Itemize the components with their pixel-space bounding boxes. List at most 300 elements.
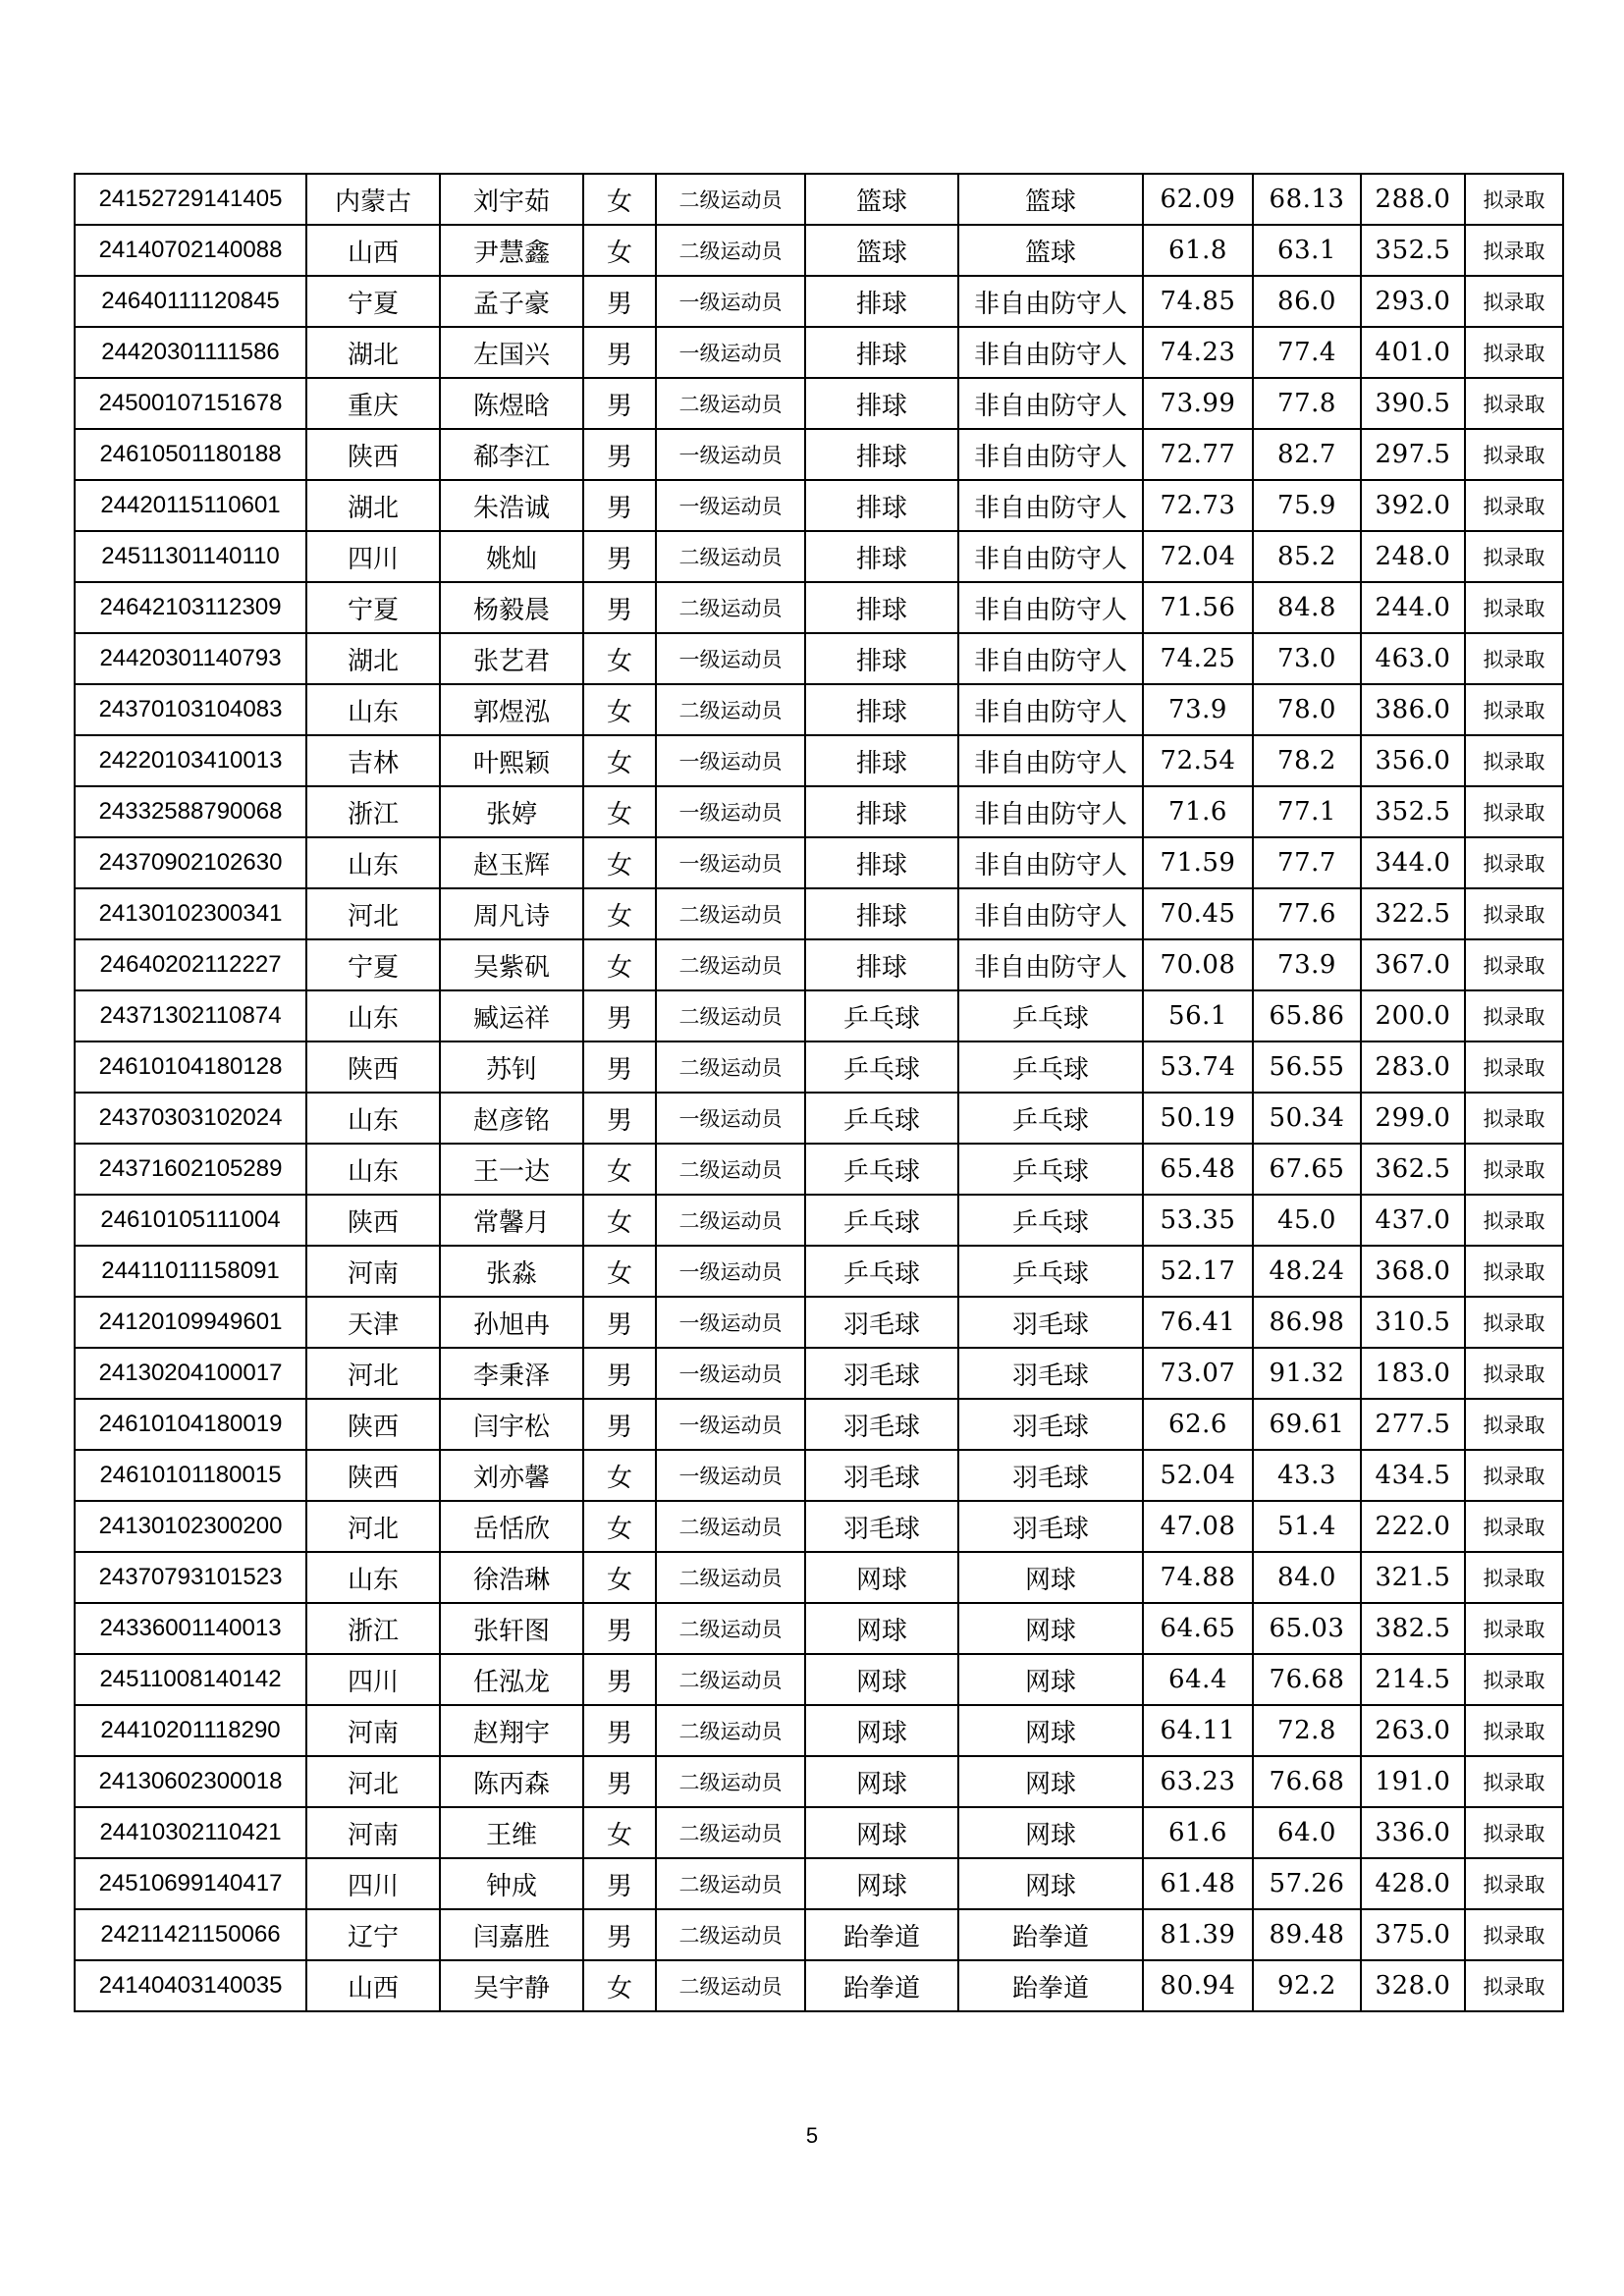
table-row [75, 1501, 1563, 1552]
culture-score-cell: 390.5 [1361, 378, 1465, 429]
position-cell: 羽毛球 [958, 1297, 1143, 1348]
gender-cell: 女 [583, 225, 656, 276]
comprehensive-score-cell: 63.23 [1143, 1756, 1253, 1807]
comprehensive-score-cell: 61.48 [1143, 1858, 1253, 1909]
position-cell: 非自由防守人 [958, 633, 1143, 684]
position-cell: 跆拳道 [958, 1909, 1143, 1960]
comprehensive-score-cell: 72.04 [1143, 531, 1253, 582]
table-row [75, 276, 1563, 327]
province-cell: 湖北 [306, 327, 440, 378]
table-row [75, 582, 1563, 633]
position-cell: 篮球 [958, 225, 1143, 276]
admission-status-cell: 拟录取 [1465, 1654, 1563, 1705]
name-cell: 刘宇茹 [440, 174, 583, 225]
culture-score-cell: 283.0 [1361, 1041, 1465, 1093]
special-score-cell: 73.0 [1253, 633, 1361, 684]
admission-status-cell: 拟录取 [1465, 1909, 1563, 1960]
province-cell: 内蒙古 [306, 174, 440, 225]
comprehensive-score-cell: 52.17 [1143, 1246, 1253, 1297]
table-row [75, 1297, 1563, 1348]
name-cell: 刘亦馨 [440, 1450, 583, 1501]
special-score-cell: 84.0 [1253, 1552, 1361, 1603]
admission-status-cell: 拟录取 [1465, 1960, 1563, 2011]
admission-status-cell: 拟录取 [1465, 531, 1563, 582]
sport-cell: 网球 [805, 1552, 958, 1603]
athlete-level-cell: 二级运动员 [656, 1858, 805, 1909]
comprehensive-score-cell: 74.88 [1143, 1552, 1253, 1603]
exam-number-cell: 24332588790068 [75, 786, 306, 837]
comprehensive-score-cell: 64.65 [1143, 1603, 1253, 1654]
sport-cell: 排球 [805, 735, 958, 786]
table-row [75, 939, 1563, 990]
culture-score-cell: 392.0 [1361, 480, 1465, 531]
special-score-cell: 75.9 [1253, 480, 1361, 531]
name-cell: 朱浩诚 [440, 480, 583, 531]
special-score-cell: 56.55 [1253, 1041, 1361, 1093]
culture-score-cell: 321.5 [1361, 1552, 1465, 1603]
name-cell: 孟子豪 [440, 276, 583, 327]
gender-cell: 女 [583, 1195, 656, 1246]
table-row [75, 1195, 1563, 1246]
athlete-level-cell: 二级运动员 [656, 990, 805, 1041]
culture-score-cell: 222.0 [1361, 1501, 1465, 1552]
table-row [75, 1960, 1563, 2011]
table-row [75, 480, 1563, 531]
position-cell: 非自由防守人 [958, 786, 1143, 837]
athlete-level-cell: 二级运动员 [656, 378, 805, 429]
exam-number-cell: 24410201118290 [75, 1705, 306, 1756]
special-score-cell: 73.9 [1253, 939, 1361, 990]
comprehensive-score-cell: 62.09 [1143, 174, 1253, 225]
table-row [75, 1654, 1563, 1705]
comprehensive-score-cell: 53.74 [1143, 1041, 1253, 1093]
admission-status-cell: 拟录取 [1465, 429, 1563, 480]
sport-cell: 羽毛球 [805, 1501, 958, 1552]
name-cell: 岳恬欣 [440, 1501, 583, 1552]
name-cell: 吴宇静 [440, 1960, 583, 2011]
special-score-cell: 84.8 [1253, 582, 1361, 633]
table-body [75, 174, 1563, 2011]
special-score-cell: 77.4 [1253, 327, 1361, 378]
admission-status-cell: 拟录取 [1465, 1756, 1563, 1807]
name-cell: 李秉泽 [440, 1348, 583, 1399]
gender-cell: 男 [583, 1909, 656, 1960]
gender-cell: 女 [583, 1501, 656, 1552]
exam-number-cell: 24420301111586 [75, 327, 306, 378]
culture-score-cell: 310.5 [1361, 1297, 1465, 1348]
sport-cell: 排球 [805, 633, 958, 684]
special-score-cell: 65.03 [1253, 1603, 1361, 1654]
province-cell: 天津 [306, 1297, 440, 1348]
position-cell: 非自由防守人 [958, 888, 1143, 939]
athlete-level-cell: 二级运动员 [656, 1195, 805, 1246]
exam-number-cell: 24220103410013 [75, 735, 306, 786]
admission-status-cell: 拟录取 [1465, 1041, 1563, 1093]
position-cell: 网球 [958, 1807, 1143, 1858]
culture-score-cell: 277.5 [1361, 1399, 1465, 1450]
sport-cell: 排球 [805, 327, 958, 378]
sport-cell: 网球 [805, 1807, 958, 1858]
position-cell: 羽毛球 [958, 1450, 1143, 1501]
province-cell: 四川 [306, 1654, 440, 1705]
position-cell: 网球 [958, 1654, 1143, 1705]
province-cell: 四川 [306, 1858, 440, 1909]
name-cell: 任泓龙 [440, 1654, 583, 1705]
position-cell: 非自由防守人 [958, 684, 1143, 735]
position-cell: 网球 [958, 1705, 1143, 1756]
province-cell: 重庆 [306, 378, 440, 429]
name-cell: 赵翔宇 [440, 1705, 583, 1756]
sport-cell: 乒乓球 [805, 1041, 958, 1093]
province-cell: 河北 [306, 888, 440, 939]
position-cell: 非自由防守人 [958, 531, 1143, 582]
exam-number-cell: 24510699140417 [75, 1858, 306, 1909]
exam-number-cell: 24140702140088 [75, 225, 306, 276]
position-cell: 羽毛球 [958, 1501, 1143, 1552]
province-cell: 山东 [306, 1552, 440, 1603]
table-row [75, 429, 1563, 480]
sport-cell: 网球 [805, 1654, 958, 1705]
gender-cell: 女 [583, 1450, 656, 1501]
admission-status-cell: 拟录取 [1465, 1246, 1563, 1297]
gender-cell: 女 [583, 888, 656, 939]
culture-score-cell: 299.0 [1361, 1093, 1465, 1144]
special-score-cell: 76.68 [1253, 1654, 1361, 1705]
gender-cell: 男 [583, 1654, 656, 1705]
gender-cell: 女 [583, 939, 656, 990]
exam-number-cell: 24610501180188 [75, 429, 306, 480]
position-cell: 非自由防守人 [958, 276, 1143, 327]
sport-cell: 羽毛球 [805, 1399, 958, 1450]
culture-score-cell: 344.0 [1361, 837, 1465, 888]
comprehensive-score-cell: 50.19 [1143, 1093, 1253, 1144]
name-cell: 姚灿 [440, 531, 583, 582]
comprehensive-score-cell: 64.11 [1143, 1705, 1253, 1756]
comprehensive-score-cell: 71.6 [1143, 786, 1253, 837]
exam-number-cell: 24610104180128 [75, 1041, 306, 1093]
special-score-cell: 77.8 [1253, 378, 1361, 429]
sport-cell: 乒乓球 [805, 1144, 958, 1195]
gender-cell: 男 [583, 582, 656, 633]
table-row [75, 1858, 1563, 1909]
position-cell: 非自由防守人 [958, 837, 1143, 888]
comprehensive-score-cell: 81.39 [1143, 1909, 1253, 1960]
position-cell: 网球 [958, 1756, 1143, 1807]
position-cell: 非自由防守人 [958, 429, 1143, 480]
sport-cell: 网球 [805, 1756, 958, 1807]
culture-score-cell: 200.0 [1361, 990, 1465, 1041]
name-cell: 张艺君 [440, 633, 583, 684]
sport-cell: 羽毛球 [805, 1450, 958, 1501]
province-cell: 河北 [306, 1348, 440, 1399]
admission-status-cell: 拟录取 [1465, 378, 1563, 429]
name-cell: 钟成 [440, 1858, 583, 1909]
gender-cell: 男 [583, 429, 656, 480]
province-cell: 陕西 [306, 429, 440, 480]
comprehensive-score-cell: 74.85 [1143, 276, 1253, 327]
table-row [75, 837, 1563, 888]
name-cell: 郗李江 [440, 429, 583, 480]
exam-number-cell: 24640202112227 [75, 939, 306, 990]
province-cell: 山东 [306, 990, 440, 1041]
special-score-cell: 43.3 [1253, 1450, 1361, 1501]
gender-cell: 女 [583, 1246, 656, 1297]
province-cell: 陕西 [306, 1399, 440, 1450]
gender-cell: 男 [583, 1603, 656, 1654]
special-score-cell: 91.32 [1253, 1348, 1361, 1399]
sport-cell: 排球 [805, 939, 958, 990]
sport-cell: 篮球 [805, 174, 958, 225]
name-cell: 郭煜泓 [440, 684, 583, 735]
culture-score-cell: 434.5 [1361, 1450, 1465, 1501]
special-score-cell: 65.86 [1253, 990, 1361, 1041]
gender-cell: 女 [583, 1144, 656, 1195]
comprehensive-score-cell: 47.08 [1143, 1501, 1253, 1552]
name-cell: 陈煜晗 [440, 378, 583, 429]
gender-cell: 男 [583, 327, 656, 378]
exam-number-cell: 24642103112309 [75, 582, 306, 633]
comprehensive-score-cell: 64.4 [1143, 1654, 1253, 1705]
special-score-cell: 77.7 [1253, 837, 1361, 888]
comprehensive-score-cell: 72.77 [1143, 429, 1253, 480]
province-cell: 山西 [306, 225, 440, 276]
gender-cell: 女 [583, 1552, 656, 1603]
name-cell: 徐浩琳 [440, 1552, 583, 1603]
culture-score-cell: 328.0 [1361, 1960, 1465, 2011]
sport-cell: 排球 [805, 837, 958, 888]
special-score-cell: 86.0 [1253, 276, 1361, 327]
province-cell: 河南 [306, 1705, 440, 1756]
sport-cell: 篮球 [805, 225, 958, 276]
table-row [75, 225, 1563, 276]
sport-cell: 网球 [805, 1705, 958, 1756]
admission-table [74, 173, 1564, 2012]
table-row [75, 1399, 1563, 1450]
name-cell: 周凡诗 [440, 888, 583, 939]
special-score-cell: 64.0 [1253, 1807, 1361, 1858]
athlete-level-cell: 二级运动员 [656, 1807, 805, 1858]
position-cell: 非自由防守人 [958, 378, 1143, 429]
culture-score-cell: 437.0 [1361, 1195, 1465, 1246]
name-cell: 张淼 [440, 1246, 583, 1297]
name-cell: 王维 [440, 1807, 583, 1858]
comprehensive-score-cell: 61.8 [1143, 225, 1253, 276]
athlete-level-cell: 二级运动员 [656, 1960, 805, 2011]
special-score-cell: 67.65 [1253, 1144, 1361, 1195]
comprehensive-score-cell: 56.1 [1143, 990, 1253, 1041]
gender-cell: 女 [583, 633, 656, 684]
sport-cell: 乒乓球 [805, 1195, 958, 1246]
admission-status-cell: 拟录取 [1465, 1144, 1563, 1195]
athlete-level-cell: 二级运动员 [656, 1041, 805, 1093]
athlete-level-cell: 二级运动员 [656, 1501, 805, 1552]
athlete-level-cell: 一级运动员 [656, 1348, 805, 1399]
position-cell: 非自由防守人 [958, 582, 1143, 633]
special-score-cell: 48.24 [1253, 1246, 1361, 1297]
gender-cell: 男 [583, 990, 656, 1041]
athlete-level-cell: 一级运动员 [656, 1450, 805, 1501]
table-row [75, 531, 1563, 582]
athlete-level-cell: 二级运动员 [656, 1552, 805, 1603]
comprehensive-score-cell: 72.73 [1143, 480, 1253, 531]
athlete-level-cell: 一级运动员 [656, 837, 805, 888]
name-cell: 闫嘉胜 [440, 1909, 583, 1960]
athlete-level-cell: 一级运动员 [656, 276, 805, 327]
table-row [75, 786, 1563, 837]
exam-number-cell: 24371602105289 [75, 1144, 306, 1195]
province-cell: 四川 [306, 531, 440, 582]
admission-status-cell: 拟录取 [1465, 888, 1563, 939]
admission-status-cell: 拟录取 [1465, 1093, 1563, 1144]
position-cell: 网球 [958, 1552, 1143, 1603]
sport-cell: 羽毛球 [805, 1348, 958, 1399]
table-row [75, 174, 1563, 225]
exam-number-cell: 24130102300200 [75, 1501, 306, 1552]
admission-status-cell: 拟录取 [1465, 225, 1563, 276]
province-cell: 陕西 [306, 1450, 440, 1501]
table-row [75, 1756, 1563, 1807]
admission-status-cell: 拟录取 [1465, 1858, 1563, 1909]
table-row [75, 1348, 1563, 1399]
sport-cell: 排球 [805, 888, 958, 939]
position-cell: 网球 [958, 1858, 1143, 1909]
table-row [75, 1705, 1563, 1756]
exam-number-cell: 24130602300018 [75, 1756, 306, 1807]
athlete-level-cell: 一级运动员 [656, 1399, 805, 1450]
athlete-level-cell: 二级运动员 [656, 582, 805, 633]
athlete-level-cell: 一级运动员 [656, 1297, 805, 1348]
sport-cell: 排球 [805, 480, 958, 531]
admission-status-cell: 拟录取 [1465, 582, 1563, 633]
culture-score-cell: 288.0 [1361, 174, 1465, 225]
admission-status-cell: 拟录取 [1465, 684, 1563, 735]
name-cell: 臧运祥 [440, 990, 583, 1041]
exam-number-cell: 24500107151678 [75, 378, 306, 429]
admission-status-cell: 拟录取 [1465, 1603, 1563, 1654]
gender-cell: 女 [583, 174, 656, 225]
special-score-cell: 77.1 [1253, 786, 1361, 837]
athlete-level-cell: 一级运动员 [656, 1246, 805, 1297]
comprehensive-score-cell: 71.59 [1143, 837, 1253, 888]
comprehensive-score-cell: 52.04 [1143, 1450, 1253, 1501]
sport-cell: 乒乓球 [805, 990, 958, 1041]
athlete-level-cell: 一级运动员 [656, 735, 805, 786]
table-row [75, 684, 1563, 735]
name-cell: 尹慧鑫 [440, 225, 583, 276]
province-cell: 陕西 [306, 1195, 440, 1246]
culture-score-cell: 263.0 [1361, 1705, 1465, 1756]
province-cell: 河北 [306, 1756, 440, 1807]
comprehensive-score-cell: 73.9 [1143, 684, 1253, 735]
province-cell: 宁夏 [306, 582, 440, 633]
page-number: 5 [805, 2123, 819, 2148]
sport-cell: 排球 [805, 684, 958, 735]
culture-score-cell: 293.0 [1361, 276, 1465, 327]
special-score-cell: 92.2 [1253, 1960, 1361, 2011]
special-score-cell: 86.98 [1253, 1297, 1361, 1348]
comprehensive-score-cell: 73.07 [1143, 1348, 1253, 1399]
sport-cell: 羽毛球 [805, 1297, 958, 1348]
exam-number-cell: 24420301140793 [75, 633, 306, 684]
province-cell: 河南 [306, 1246, 440, 1297]
province-cell: 辽宁 [306, 1909, 440, 1960]
name-cell: 杨毅晨 [440, 582, 583, 633]
comprehensive-score-cell: 74.23 [1143, 327, 1253, 378]
athlete-level-cell: 二级运动员 [656, 174, 805, 225]
gender-cell: 女 [583, 1960, 656, 2011]
culture-score-cell: 191.0 [1361, 1756, 1465, 1807]
province-cell: 山东 [306, 1144, 440, 1195]
admission-status-cell: 拟录取 [1465, 939, 1563, 990]
sport-cell: 网球 [805, 1603, 958, 1654]
special-score-cell: 72.8 [1253, 1705, 1361, 1756]
comprehensive-score-cell: 65.48 [1143, 1144, 1253, 1195]
exam-number-cell: 24370303102024 [75, 1093, 306, 1144]
position-cell: 乒乓球 [958, 990, 1143, 1041]
exam-number-cell: 24610105111004 [75, 1195, 306, 1246]
exam-number-cell: 24420115110601 [75, 480, 306, 531]
position-cell: 羽毛球 [958, 1348, 1143, 1399]
name-cell: 叶熙颖 [440, 735, 583, 786]
table-row [75, 1246, 1563, 1297]
sport-cell: 乒乓球 [805, 1246, 958, 1297]
culture-score-cell: 244.0 [1361, 582, 1465, 633]
sport-cell: 排球 [805, 276, 958, 327]
position-cell: 乒乓球 [958, 1246, 1143, 1297]
admission-status-cell: 拟录取 [1465, 1552, 1563, 1603]
athlete-level-cell: 一级运动员 [656, 1093, 805, 1144]
table-row [75, 327, 1563, 378]
gender-cell: 男 [583, 480, 656, 531]
exam-number-cell: 24411011158091 [75, 1246, 306, 1297]
sport-cell: 跆拳道 [805, 1909, 958, 1960]
admission-status-cell: 拟录取 [1465, 1195, 1563, 1246]
admission-status-cell: 拟录取 [1465, 786, 1563, 837]
exam-number-cell: 24610104180019 [75, 1399, 306, 1450]
athlete-level-cell: 二级运动员 [656, 1756, 805, 1807]
name-cell: 赵彦铭 [440, 1093, 583, 1144]
table-row [75, 1807, 1563, 1858]
special-score-cell: 57.26 [1253, 1858, 1361, 1909]
province-cell: 山西 [306, 1960, 440, 2011]
culture-score-cell: 463.0 [1361, 633, 1465, 684]
gender-cell: 男 [583, 1297, 656, 1348]
table-row [75, 735, 1563, 786]
athlete-level-cell: 一级运动员 [656, 480, 805, 531]
culture-score-cell: 356.0 [1361, 735, 1465, 786]
position-cell: 网球 [958, 1603, 1143, 1654]
province-cell: 山东 [306, 837, 440, 888]
admission-status-cell: 拟录取 [1465, 1807, 1563, 1858]
special-score-cell: 50.34 [1253, 1093, 1361, 1144]
gender-cell: 男 [583, 531, 656, 582]
special-score-cell: 63.1 [1253, 225, 1361, 276]
athlete-level-cell: 二级运动员 [656, 531, 805, 582]
admission-status-cell: 拟录取 [1465, 1705, 1563, 1756]
province-cell: 河北 [306, 1501, 440, 1552]
comprehensive-score-cell: 72.54 [1143, 735, 1253, 786]
comprehensive-score-cell: 76.41 [1143, 1297, 1253, 1348]
position-cell: 乒乓球 [958, 1144, 1143, 1195]
culture-score-cell: 336.0 [1361, 1807, 1465, 1858]
culture-score-cell: 367.0 [1361, 939, 1465, 990]
sport-cell: 排球 [805, 429, 958, 480]
province-cell: 宁夏 [306, 939, 440, 990]
province-cell: 湖北 [306, 480, 440, 531]
admission-status-cell: 拟录取 [1465, 174, 1563, 225]
culture-score-cell: 352.5 [1361, 786, 1465, 837]
province-cell: 河南 [306, 1807, 440, 1858]
